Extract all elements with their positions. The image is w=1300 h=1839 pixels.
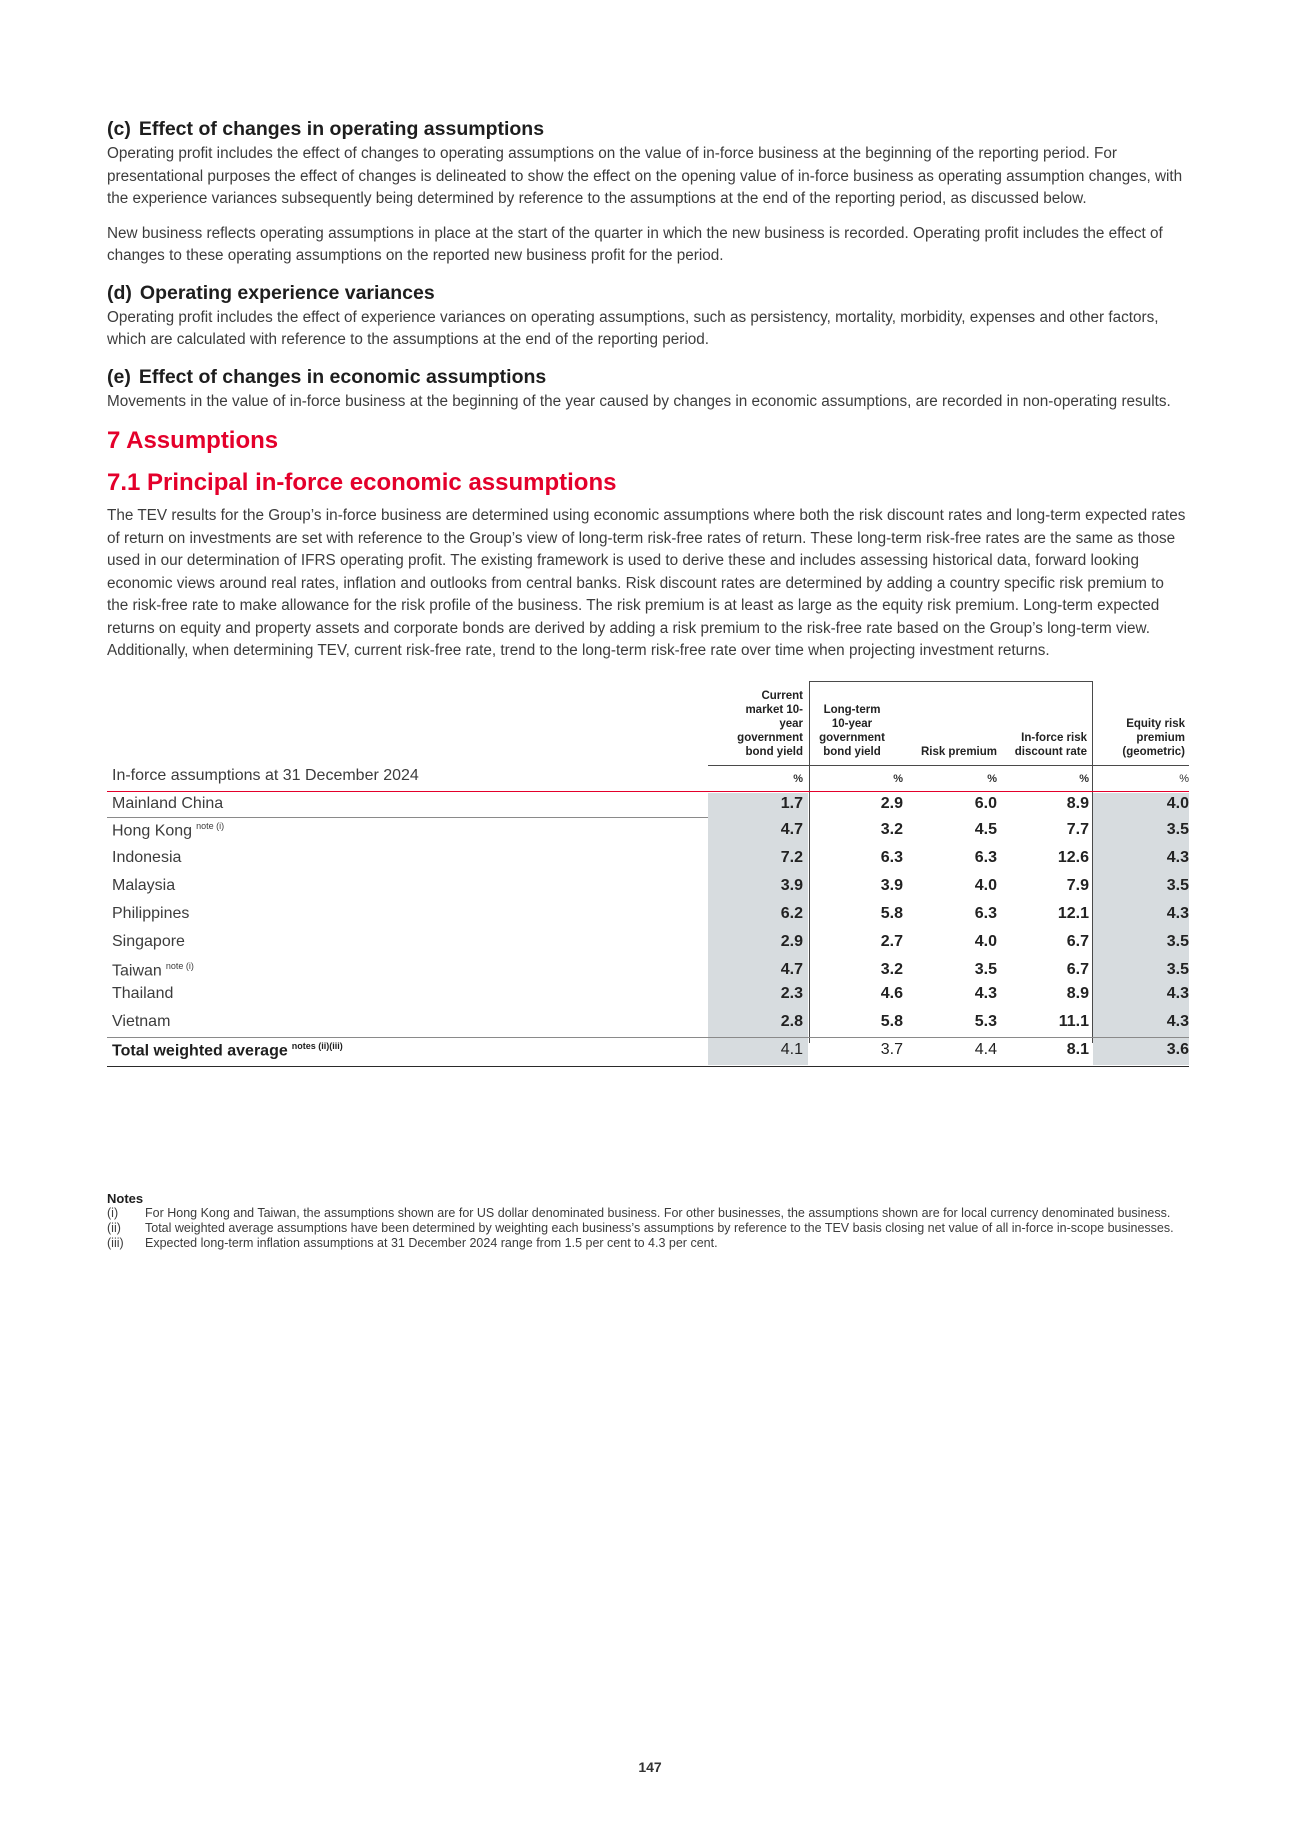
section-d xyxy=(107,282,1189,352)
table-caption: In-force assumptions at 31 December 2024 xyxy=(112,766,419,784)
table-bottom-rule xyxy=(107,1066,1189,1067)
note-item: (ii) Total weighted average assumptions have been determined by weighting each business’s assumptions by reference to the TEV basis closing net value of all in-force in-scope businesses. xyxy=(107,1221,1174,1235)
section-d-heading: (d) Operating experience variances xyxy=(107,281,435,304)
section-e-heading: (e) Effect of changes in economic assumptions xyxy=(107,365,547,388)
section-e-paragraph: Movements in the value of in-force business at the beginning of the year caused by changes in economic assumptions, are recorded in non-operating results. xyxy=(107,392,1171,410)
heading-principal-economic-assumptions: 7.1 Principal in-force economic assumptions xyxy=(107,469,617,496)
heading-assumptions: 7 Assumptions xyxy=(107,427,279,454)
section-c-paragraph-2: New business reflects operating assumptions in place at the start of the quarter in which the new business is recorded. Operating profit includes the effect of changes to these operating assumptions on the reported new business profit for the period. xyxy=(107,224,1163,264)
column-divider-right xyxy=(1092,763,1093,1043)
section-c-heading: (c) Effect of changes in operating assumptions xyxy=(107,118,545,140)
note-item: (i) For Hong Kong and Taiwan, the assumptions shown are for US dollar denominated business. For other businesses, the assumptions shown are for local currency denominated business. xyxy=(107,1206,1171,1220)
unit-col-3: % xyxy=(987,772,997,785)
section-e xyxy=(107,366,1189,414)
total-rule xyxy=(107,1037,1189,1038)
col-header-risk-premium: Risk premium xyxy=(920,745,997,758)
assumptions-table: Current market 10- year government bond yield Long-term 10-year government bond yield Risk premium In-force risk discount rate Equity risk premium (geometric) In-force assumptions at 31 December 2024 % % % % % Mainland China 1.7 2.9 6.0 8.9 4.0 Hong Kong $^{note (i)}$ 4.7 3.2 4.5 7.7 3.5 Indonesia 7.2 6.3 6.3 12.6 4.3 Malaysia 3.9 3.9 4.0 7.9 3.5 Philippines 6.2 5.8 6.3 12.1 4.3 Singapore 2.9 2.7 4.0 6.7 3.5 Taiwan $^{note (i)}$ 4.7 3.2 3.5 6.7 3.5 Thailand 2.3 4.6 4.3 8.9 4.3 Vietnam 2.8 5.8 5.3 11.1 4.3 Total weighted average $^{notes (ii)(iii)}$ 4.1 3.7 4.4 8.1 3.6 xyxy=(107,681,1189,1093)
col-header-discount-rate: In-force risk discount rate xyxy=(1014,731,1087,758)
notes-section xyxy=(107,1191,1189,1251)
row-rule xyxy=(107,817,708,818)
unit-col-2: % xyxy=(893,772,903,785)
unit-col-5: % xyxy=(1179,772,1189,785)
caption-red-rule xyxy=(107,791,1189,792)
col-header-equity-risk-premium: Equity risk premium (geometric) xyxy=(1122,717,1185,758)
section-d-paragraph: Operating profit includes the effect of experience variances on operating assumptions, such as persistency, mortality, morbidity, expenses and other factors, which are calculated with reference to the assumptions at the end of the reporting period. xyxy=(107,308,1159,348)
intro-paragraph: The TEV results for the Group’s in-force business are determined using economic assumptions where both the risk discount rates and long-term expected rates of return on investments are set with reference to the Group’s view of long-term risk-free rates of return. These long-term risk-free rates are the same as those used in our determination of IFRS operating profit. The existing framework is used to derive these and includes assessing historical data, forward looking economic views around real rates, inflation and outlooks from central banks. Risk discount rates are determined by adding a country specific risk premium to the risk-free rate to make allowance for the risk profile of the business. The risk premium is at least as large as the equity risk premium. Long-term expected returns on equity and property assets and corporate bonds are derived by adding a risk premium to the risk-free rate based on the Group’s long-term view. Additionally, when determining TEV, current risk-free rate, trend to the long-term risk-free rate over time when projecting investment returns. xyxy=(107,507,1186,659)
section-c xyxy=(107,118,1189,268)
col-header-current-yield: Current market 10- year government bond yield xyxy=(737,689,803,758)
section-c-paragraph-1: Operating profit includes the effect of changes to operating assumptions on the value of in-force business at the beginning of the reporting period. For presentational purposes the effect of changes is delineated to show the effect on the opening value of in-force business as operating assumption changes, with the experience variances subsequently being determined by reference to the assumptions at the end of the reporting period, as discussed below. xyxy=(107,145,1183,207)
col-header-long-term-yield: Long-term 10-year government bond yield xyxy=(819,703,885,758)
note-item: (iii) Expected long-term inflation assumptions at 31 December 2024 range from 1.5 per cent to 4.3 per cent. xyxy=(107,1236,718,1250)
page-number: 147 xyxy=(638,1759,662,1775)
column-divider-left xyxy=(809,763,810,1043)
notes-title: Notes xyxy=(107,1191,144,1206)
unit-col-4: % xyxy=(1079,772,1089,785)
unit-col-1: % xyxy=(793,772,803,785)
header-rule xyxy=(708,765,1189,766)
main-content xyxy=(107,118,1189,1093)
